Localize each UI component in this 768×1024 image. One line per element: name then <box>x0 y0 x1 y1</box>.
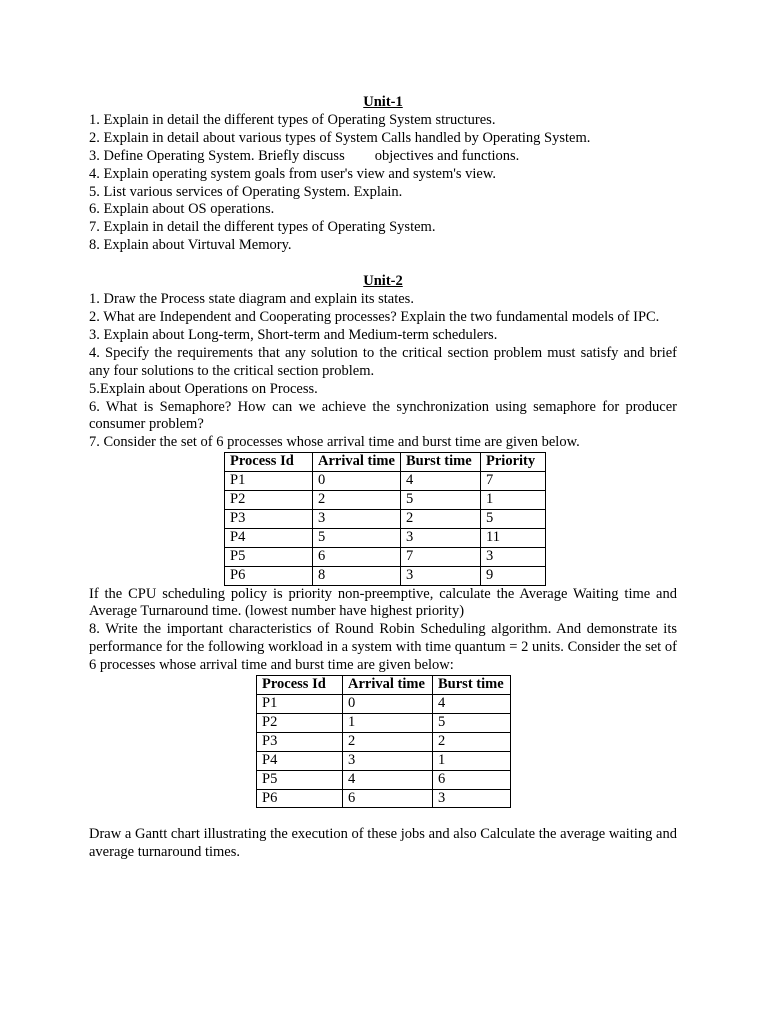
table-cell: 4 <box>433 695 511 714</box>
table-row <box>257 732 511 751</box>
table-cell: 1 <box>481 491 546 510</box>
table-cell: 7 <box>401 547 481 566</box>
table-cell: P3 <box>257 732 343 751</box>
table-cell: P4 <box>225 528 313 547</box>
unit1-question: 8. Explain about Virtuval Memory. <box>89 237 292 254</box>
table-cell: 2 <box>401 509 481 528</box>
header-burst-time: Burst time <box>401 453 481 472</box>
header-process-id: Process Id <box>257 676 343 695</box>
table-cell: 8 <box>313 566 401 585</box>
table-cell: 3 <box>481 547 546 566</box>
table-cell: 0 <box>313 472 401 491</box>
unit1-q3-text: 3. Define Operating System. Briefly discuss <box>89 147 345 164</box>
table-cell: 3 <box>401 566 481 585</box>
table-cell: 0 <box>343 695 433 714</box>
unit1-q3-tail: objectives and functions. <box>374 147 520 164</box>
table-cell: 9 <box>481 566 546 585</box>
unit2-question: 7. Consider the set of 6 processes whose arrival time and burst time are given below. <box>89 434 580 451</box>
unit2-question: 2. What are Independent and Cooperating processes? Explain the two fundamental models of IPC. <box>89 308 660 325</box>
unit1-question: 7. Explain in detail the different types of Operating System. <box>89 219 436 236</box>
unit2-question: 5.Explain about Operations on Process. <box>89 380 318 397</box>
header-priority: Priority <box>481 453 546 472</box>
table-cell: 3 <box>313 509 401 528</box>
table-cell: 6 <box>433 770 511 789</box>
unit1-question: 4. Explain operating system goals from user's view and system's view. <box>89 165 496 182</box>
unit2-heading: Unit-2 <box>363 273 403 290</box>
table-cell: P2 <box>257 713 343 732</box>
unit1-question <box>89 148 677 166</box>
unit2-question: 1. Draw the Process state diagram and explain its states. <box>89 291 414 308</box>
table-row <box>257 695 511 714</box>
unit1-heading: Unit-1 <box>363 94 403 110</box>
table-row <box>225 509 546 528</box>
table-cell: 3 <box>343 751 433 770</box>
table-row <box>225 547 546 566</box>
table-cell: 4 <box>343 770 433 789</box>
header-arrival-time: Arrival time <box>343 676 433 695</box>
table-row <box>257 751 511 770</box>
unit1-question: 1. Explain in detail the different types of Operating System structures. <box>89 111 496 128</box>
table-row <box>225 472 546 491</box>
table-cell: 1 <box>343 713 433 732</box>
header-process-id: Process Id <box>225 453 313 472</box>
unit2-question-continuation: If the CPU scheduling policy is priority non-preemptive, calculate the Average Waiting time and Average Turnaround time. (lowest number have highest priority) <box>89 585 677 620</box>
table-cell: 7 <box>481 472 546 491</box>
unit2-question: 6. What is Semaphore? How can we achieve the synchronization using semaphore for producer consumer problem? <box>89 398 677 433</box>
table-cell: 6 <box>313 547 401 566</box>
table-cell: 2 <box>433 732 511 751</box>
header-burst-time: Burst time <box>433 676 511 695</box>
table-cell: P1 <box>225 472 313 491</box>
table-cell: 1 <box>433 751 511 770</box>
table-cell: P3 <box>225 509 313 528</box>
table-cell: 3 <box>401 528 481 547</box>
table-row <box>225 491 546 510</box>
table-cell: 2 <box>343 732 433 751</box>
table-cell: 6 <box>343 789 433 808</box>
table-cell: 5 <box>313 528 401 547</box>
table-cell: P1 <box>257 695 343 714</box>
table-cell: P4 <box>257 751 343 770</box>
unit2-question: 4. Specify the requirements that any solution to the critical section problem must satisfy and brief any four solutions to the critical section problem. <box>89 344 677 379</box>
table-cell: P5 <box>257 770 343 789</box>
round-robin-process-table <box>256 675 511 808</box>
table-row <box>225 528 546 547</box>
table-row <box>257 770 511 789</box>
table-cell: 5 <box>433 713 511 732</box>
unit1-question: 6. Explain about OS operations. <box>89 201 275 218</box>
table-cell: P5 <box>225 547 313 566</box>
table-cell: P6 <box>225 566 313 585</box>
table-cell: 2 <box>313 491 401 510</box>
table-cell: 3 <box>433 789 511 808</box>
unit2-question: 3. Explain about Long-term, Short-term and Medium-term schedulers. <box>89 326 498 343</box>
header-arrival-time: Arrival time <box>313 453 401 472</box>
unit1-question: 5. List various services of Operating System. Explain. <box>89 183 403 200</box>
table-cell: 5 <box>401 491 481 510</box>
unit2-question: 8. Write the important characteristics of Round Robin Scheduling algorithm. And demonstrate its performance for the following workload in a system with time quantum = 2 units. Consider the set of 6 processes whose arrival time and burst time are given below: <box>89 621 677 674</box>
table-header-row <box>257 676 511 695</box>
document-page <box>89 94 677 862</box>
table-header-row <box>225 453 546 472</box>
table-row <box>225 566 546 585</box>
unit1-question: 2. Explain in detail about various types of System Calls handled by Operating System. <box>89 129 591 146</box>
table-row <box>257 713 511 732</box>
table-cell: P6 <box>257 789 343 808</box>
table-row <box>257 789 511 808</box>
table-cell: 4 <box>401 472 481 491</box>
table-cell: P2 <box>225 491 313 510</box>
table-cell: 5 <box>481 509 546 528</box>
unit2-question-continuation: Draw a Gantt chart illustrating the execution of these jobs and also Calculate the average waiting and average turnaround times. <box>89 826 677 861</box>
priority-process-table <box>224 452 546 585</box>
table-cell: 11 <box>481 528 546 547</box>
